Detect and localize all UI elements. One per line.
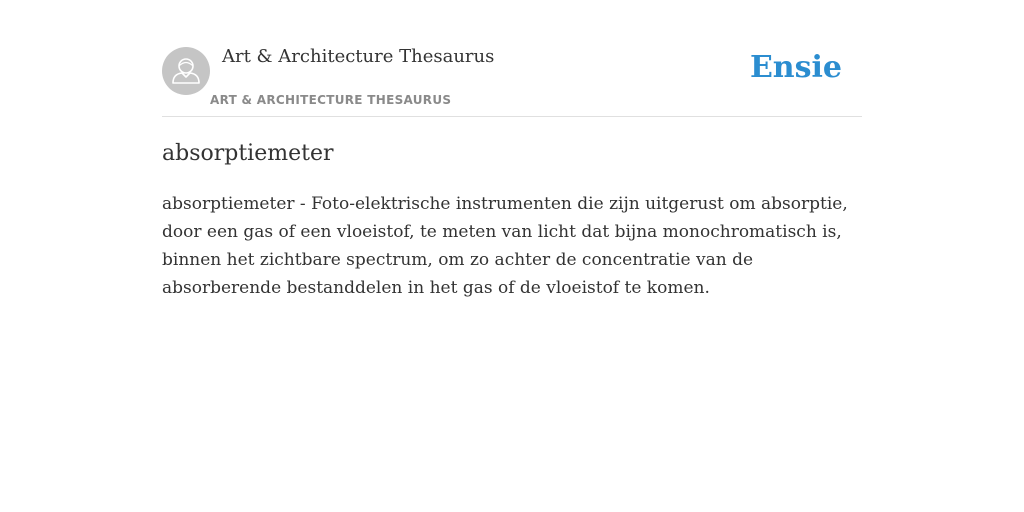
avatar[interactable] xyxy=(162,47,210,95)
author-name[interactable]: Art & Architecture Thesaurus xyxy=(222,46,495,67)
entry-definition: absorptiemeter - Foto-elektrische instrumenten die zijn uitgerust om absorptie, door een gas of een vloeistof, te meten van licht dat bijna monochromatisch is, binnen het zichtbare spectrum, om zo achter de concentratie van de absorberende bestanddelen in het gas of de vloeistof te komen. xyxy=(162,194,848,298)
page-container xyxy=(162,0,862,302)
user-silhouette-icon xyxy=(162,47,210,95)
brand-logo[interactable]: Ensie xyxy=(749,50,842,85)
entry-header xyxy=(162,0,862,117)
source-label[interactable]: ART & ARCHITECTURE THESAURUS xyxy=(210,93,452,107)
entry-title: absorptiemeter xyxy=(162,141,334,166)
